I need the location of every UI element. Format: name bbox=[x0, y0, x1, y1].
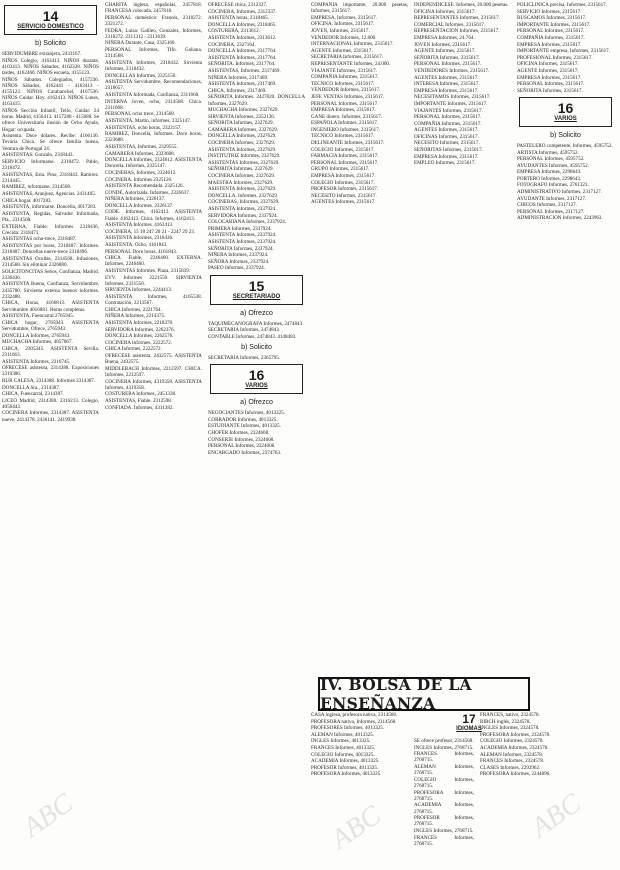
classified-ad: PROFESOR Informes, 2768715. bbox=[414, 815, 474, 828]
classified-ad: ASISTENTA Informes, 2318432. Sirvienta Informes, 2318432. bbox=[105, 59, 202, 72]
classified-ad: OFICINA Informes, 2315617. bbox=[517, 61, 579, 68]
classified-ad: EMPRESA, Informes, 2315617. bbox=[311, 14, 378, 21]
classified-ad: COLEGIO Informes, 2324578. bbox=[480, 738, 544, 745]
classified-ad: INTERESA Informes, 2315617. bbox=[414, 81, 480, 88]
classified-ad: REPRESENTANTES Informes, 2315617. bbox=[414, 15, 500, 22]
classified-ad: CHICA, Fuencarral, 2314387. bbox=[2, 391, 64, 398]
classified-ad: COLEGIO Informes, 2315617. bbox=[311, 146, 375, 153]
classified-ad: ASISTENTA Informes, 2318436. bbox=[105, 235, 174, 242]
classified-ad: FARMACIA Informes, 2315617. bbox=[311, 153, 379, 160]
classified-ad: ASISTENTAS Informes. Plaza, 2315839. bbox=[105, 268, 191, 275]
classified-ad: ASISTENTA Informes, 2327629. bbox=[208, 146, 277, 153]
classified-ad: CASA inglesa, profesora nativa, 2314568. bbox=[311, 712, 398, 718]
classified-ad: COCINERA Informes, 2327629. bbox=[208, 140, 276, 147]
classified-ad: VENDEDOR Informes, 12.000. bbox=[311, 34, 377, 41]
classified-ad: INGLES Informes, 2768715. bbox=[414, 827, 474, 834]
section-number: 15 bbox=[248, 277, 265, 294]
classified-ad: COCINERA, 2327164. bbox=[208, 41, 256, 48]
classified-ad: AGENTES Informes, 2315617. bbox=[414, 127, 479, 134]
classified-ad: ASISTENTA Recomendada. 2325126. bbox=[105, 183, 184, 190]
classified-ad: ASISTENTA Informes, 2317764. bbox=[208, 54, 277, 61]
classified-ad: SE ofrece profesor, 2314568. bbox=[414, 738, 474, 744]
classified-ad: MIDDLEBACH Informes, 2212597. CHICA. Informes, 2212597. bbox=[105, 365, 202, 378]
classified-ad: CONFIADA. Informes, 4311382. bbox=[105, 404, 174, 411]
classified-ad: LICEO Madrid, 2314388. 2316213. Colegio, 4056443. bbox=[2, 397, 99, 410]
classified-ad: RAMIREZ, Doncella, Informes. Doce horas, 2323688. bbox=[105, 131, 202, 144]
classified-ad: FOTOGRAFO Informes, 2761323. bbox=[517, 182, 589, 189]
classified-ad: FRANCES Informes, 2324578. bbox=[480, 758, 545, 765]
classified-ad: ASISTENTAS Ocultas, 2314568. Infusiones, 2314568. Sin eliminar 2326880. bbox=[2, 255, 99, 268]
classified-ad: COCINERAS, Informes, 2324612. bbox=[105, 169, 177, 176]
classified-ad: ASISTENTAS por horas, 2318487. Informes. 2318487. Doncellas nueve-trece 2318496. bbox=[2, 242, 99, 256]
section-label: VARIOS bbox=[245, 383, 268, 390]
classified-ad: ACADEMIA Informes, 2324578. bbox=[480, 744, 549, 751]
classified-ad: CHICA, Horas, 4166813. ASISTENTA Servidumbre 4016881. Horas completas. bbox=[2, 300, 99, 313]
classified-ad: CAMARERA Informes, 2327629. bbox=[208, 126, 278, 133]
classified-ad: OFRECESE asistenta, 2432575. ASISTENTA Buena, 2432575. bbox=[105, 352, 202, 366]
classified-ad: ADMINISTRATIVO Informes, 2317127. bbox=[517, 189, 602, 196]
classified-ad: TECNICO Informes, 2315617. bbox=[311, 133, 375, 140]
section-label: SECRETARIADO bbox=[232, 293, 281, 300]
classified-ad: NIÑERA Informes, 2337924. bbox=[208, 252, 269, 259]
classified-ad: CODE. Informes, 4162413. ASISTENTA Fiable. 4162413. Chica. Informes, 4162413. bbox=[105, 209, 202, 222]
classified-ad: EMPRESA Informes, 2315617. bbox=[517, 41, 582, 48]
section-heading-box bbox=[519, 97, 612, 127]
classified-ad: COMPAÑIA Informes, 2315617. bbox=[311, 74, 379, 81]
classified-ad: RAMIREZ, informarse, 2314568. bbox=[2, 184, 72, 191]
classified-ad: GANE dinero. Informes, 2315617. bbox=[311, 113, 383, 120]
classified-ad: PASEO Informes, 2337924. bbox=[208, 265, 265, 272]
classified-ad: COSTURERA, 2313612. bbox=[208, 28, 260, 35]
classified-ad: EMPLEO Informes, 2315617. bbox=[414, 160, 476, 167]
classified-ad: DONCELLA Informes, 2324612. ASISTENTA Doncella. Informes, 2325147. bbox=[105, 157, 202, 170]
classified-ad: PERSONAL Informes, 2317127. bbox=[517, 208, 585, 215]
watermark: ABC bbox=[325, 799, 387, 856]
classified-ad: FRANCES Informes, 2768715. bbox=[414, 834, 474, 847]
classified-ad: NECESITAMOS Informes, 2315617. bbox=[414, 94, 491, 101]
classified-ad: NIÑERA Informes, 2214375. bbox=[105, 313, 166, 320]
section-number: 16 bbox=[248, 367, 265, 384]
watermark: ABC bbox=[525, 787, 587, 844]
section-number: 16 bbox=[557, 99, 574, 116]
classified-ad: ASISTENTAS, Fiable. 2312598. bbox=[105, 397, 173, 404]
classified-ad: DONCELLA Informes, 2765943. bbox=[2, 332, 71, 339]
classified-ad: AGENTE Informes, 2315617. bbox=[311, 47, 373, 54]
classified-ad: CHARITA inglesa, españolas, 2457818. FRANCESA colocada, 2457818. bbox=[105, 2, 202, 15]
classified-ad: NIÑOS Colegio, 4163413. NIÑOS durante, 4103413. NIÑOS Sabados, 4162328. NIÑOS tardes, 4162460. NIÑOS escuela, 4155123. bbox=[2, 57, 99, 76]
classified-ad: IMPORTANTE Informes, 2315617. bbox=[414, 100, 488, 107]
classified-ad: COLEGIO Informes, 2768715. bbox=[414, 776, 474, 789]
classified-ad: NEGOCIANTES Informes, 4013325. bbox=[208, 410, 285, 417]
classified-ad: CONSERJE Informes, 2324608. bbox=[208, 436, 275, 443]
classified-ad: SECRETARIA Informes, 2315617. bbox=[311, 54, 384, 61]
section-heading-box bbox=[210, 275, 303, 305]
classified-ad: NECESITO Informes, 2315617. bbox=[311, 192, 377, 199]
classified-ad: PERSONAL Informes, 2315617. bbox=[311, 100, 379, 107]
classified-ad: CHICOS Informes, 2317127. bbox=[517, 202, 577, 209]
classified-ad: DONCELLA Informes, 2318465. bbox=[208, 21, 277, 28]
classified-ad: DONCELLAS Informes, 2325150. bbox=[105, 72, 177, 79]
classified-ad: ACADEMIA Informes, 2768715. bbox=[414, 802, 474, 815]
classified-ad: CHOFER Informes, 2324608. bbox=[208, 429, 270, 436]
classified-ad: CHICA, Informes, 2317469. bbox=[208, 87, 267, 94]
classified-ad: JOVEN, Informes, 2315617. bbox=[311, 27, 370, 34]
classified-ad: INGLES Informes, 4013325. bbox=[311, 738, 371, 745]
classified-ad: ASISTENTAS, Esta. Pino, 2318443. Ramirez. 2314445. bbox=[2, 171, 99, 184]
classified-ad: RUR CALESA, 2314388. Informes 2314387. bbox=[2, 377, 96, 384]
classified-ad: NIÑOS Sección Infantil, Tello, Cuidar: 24 horas. Madrid, 4156413. 4157288 - 415688. Se ofrece Universitaria ilusión de Ocho Ayuda, Hogar: ocupada. bbox=[2, 108, 99, 133]
classified-ad: COMPAÑIA Informes, 2315617. bbox=[414, 120, 482, 127]
classified-ad: BIRCH inglés, 2324578. bbox=[480, 718, 531, 725]
section-heading-box bbox=[4, 5, 97, 35]
classified-ad: AGENTES Informes, 2315617. bbox=[414, 74, 479, 81]
classified-ad: SECRETARIA Informes, 2474843. bbox=[208, 327, 281, 334]
classified-ad: EMPRESA Informes, 2315617. bbox=[414, 153, 479, 160]
classified-ad: ASISTENTA Informes, 2337924. bbox=[208, 232, 277, 239]
classified-ad: SEÑORITA Informes. 2427820. DONCELLA Informes, 2327629. bbox=[208, 94, 305, 107]
classified-ad: COMPAÑIA importante, 20.000 pesetas, Informes, 2315617. bbox=[311, 2, 408, 15]
classified-ad: ASISTENTA Buena, Confianza, Servidumbre, 2435780. Sirvienta externa buenos informes. 2332488. bbox=[2, 281, 99, 300]
classified-ad: ALEMAN Informes, 2324578. bbox=[480, 751, 544, 758]
subsection-heading: a) Ofrezco bbox=[240, 399, 273, 407]
classified-ad: IMPORTANTE Informes, 2315617. bbox=[517, 21, 591, 28]
classified-ad: ASISTENTAS, Informes. 2317469. bbox=[208, 67, 281, 74]
classified-ad: PERSONAL Doce horas. 4161843. bbox=[105, 248, 178, 255]
classified-ad: SEÑORITA Informes, 2327629. bbox=[208, 166, 274, 173]
classified-ad: COCINERA Informes, 2327629. bbox=[208, 173, 276, 180]
classified-ad: COCINERA. Informes 2325126. bbox=[105, 176, 173, 183]
classified-ad: OFICINA. Informes, 2315617. bbox=[311, 21, 375, 28]
classified-ad: COLEGIO Informes, 2315617. bbox=[311, 179, 375, 186]
classified-ad: COCINERA, Informes, 2312337. bbox=[208, 8, 277, 15]
classified-ad: NECESITO Informes, 2315617. bbox=[414, 140, 480, 147]
classified-ad: CHICA, 2305345. ASISTENTA Sevilla. 2311663. bbox=[2, 345, 99, 358]
classified-ad: ASISTENTAS ocho-trece, 2318487. bbox=[2, 236, 77, 243]
classified-ad: PERSONAL Informes, 2324608. bbox=[208, 443, 276, 450]
subsection-heading: b) Solicito bbox=[241, 343, 272, 351]
classified-ad: DONCELLA, Informes. 2327629. bbox=[208, 192, 279, 199]
classified-ad: SEÑORITA Informes, 2315617. bbox=[414, 54, 480, 61]
classified-ad: BUSCAMOS Informes, 2315617. bbox=[517, 15, 587, 22]
classified-ad: CHICA hogar. 4017283. bbox=[2, 197, 52, 204]
classified-ad: ASISTENTA, Fuencarral 2765945. bbox=[2, 313, 75, 320]
classified-ad: PERSONAL ocho trece, 2314568. bbox=[105, 111, 176, 118]
classified-ad: EMPRESA Informes, 2315617. bbox=[311, 173, 376, 180]
classified-ad: ASISTENTAS, Aranjuez, Agencias. 2431465. bbox=[2, 190, 96, 197]
classified-ad: ASISTENTAS: Gonzalo, 2318443. bbox=[2, 152, 74, 159]
classified-ad: ASISTENTA Informes. 4162413. bbox=[105, 222, 174, 229]
classified-ad: AYUDANTE Informes, 2317127. bbox=[517, 195, 587, 202]
classified-ad: FEDRA, Luisa: Galileo, Gonzalez, Informes, 2318272. 2311312 - 2313639. bbox=[105, 27, 202, 40]
classified-ad: VENDEDOR Informes, 2315617. bbox=[311, 87, 381, 94]
classified-ad: SEÑORA Informes, 2337924. bbox=[208, 258, 270, 265]
classified-ad: CHICA Fiable, 2246460. EXTERNA. Informes, 2246460. bbox=[105, 255, 202, 268]
classified-ad: INGLES Informes, 2324578. bbox=[480, 725, 540, 732]
classified-ad: EMPRESA Informes, 2298643. bbox=[517, 169, 582, 176]
classified-ad: GRUPO Informes, 2315617. bbox=[311, 166, 370, 173]
classified-ad: SERVIDORA Informes, 2337924. bbox=[208, 212, 278, 219]
classified-ad: PERSONAL Informes, Tlfo. Galiana. 2314568. bbox=[105, 46, 202, 60]
section-label: VARIOS bbox=[554, 115, 577, 122]
classified-ad: SIRVIENTA Informes, 2244413. bbox=[105, 287, 173, 294]
classified-ad: OFRECESE chica, 2312337. bbox=[208, 2, 268, 8]
classified-ad: SERVICIO Informarse. 2318472. Pablo, 2318472. bbox=[2, 158, 99, 171]
classified-ad: MUCHACHA Informes. 2327629. bbox=[208, 107, 279, 114]
classified-ad: PROFESORA Informes, 4013325. bbox=[311, 771, 382, 778]
section-number: 14 bbox=[42, 8, 59, 24]
classified-ad: ARTISTA Informes, 4595752. bbox=[517, 149, 579, 156]
classified-ad: SEÑORITAS Informes, 2315617. bbox=[414, 147, 483, 154]
classified-ad: PROFESOR Informes, 4013325. bbox=[311, 764, 379, 771]
classified-ad: DONCELLA Sra., 2314387. bbox=[2, 384, 61, 391]
classified-ad: ASISTENTA Informes, 2218378. bbox=[105, 320, 174, 327]
classified-ad: PERSONAL Informes, 4595752. bbox=[517, 156, 585, 163]
classified-ad: PROFESORA Informes, 2324578. bbox=[480, 731, 551, 738]
classified-ad: NIÑERA Informes, 2326137. bbox=[105, 196, 166, 203]
classified-ad: ASISTENTA Servidumbre, Recomendaciones, 2318657. bbox=[105, 79, 202, 92]
classified-ad: PROFESORA nativa, Informes, 2314568. bbox=[311, 718, 397, 725]
classified-ad: INDEPENDICESE. Informes, 20.000 pesetas. bbox=[414, 2, 509, 8]
classified-ad: ASISTENTA Informes, 2313612. bbox=[208, 34, 277, 41]
classified-ad: EVV. Informes 2221550. SIRVIENTA Informes, 2331550. bbox=[105, 274, 202, 287]
classified-ad: ASISTENTA Informes, 2337924. bbox=[208, 206, 277, 213]
classified-ad: ENCARGADO Informes, 2374763. bbox=[208, 449, 282, 456]
classified-ad: REPRESENTANTE Informes, 24.000. bbox=[311, 60, 391, 67]
classified-ad: PROFESOR Informes, 2315617. bbox=[311, 186, 379, 193]
classified-ad: TAQUIMECANOGRAFA Informes, 2474843. bbox=[208, 320, 304, 327]
classified-ad: DONCELLA Informes, 2327629. bbox=[208, 133, 277, 140]
idiomas-number: 17 bbox=[462, 712, 476, 726]
classified-ad: SEÑORITA Informes, 2315617. bbox=[517, 87, 583, 94]
classified-ad: INGENIERO Informes, 2315617. bbox=[311, 126, 381, 133]
classified-ad: ADMINISTRACION Informes, 2243963. bbox=[517, 215, 603, 222]
ad-column bbox=[105, 2, 202, 864]
classified-ad: REPRESENTACION Informes, 2315617. bbox=[414, 28, 500, 35]
classified-ad: EMPRESA Informes, 24.764. bbox=[414, 34, 475, 41]
classified-ad: DONCELLA Informes. 2326137. bbox=[105, 202, 174, 209]
classified-ad: PERSONAL Informes, 2315617. bbox=[517, 81, 585, 88]
classified-ad: PERSONAL Informes, 2315617. bbox=[311, 159, 379, 166]
classified-ad: PERSONAL doméstico: Francés, 2318272. 2321272. bbox=[105, 14, 202, 27]
idiomas-column bbox=[414, 738, 474, 862]
classified-ad: SOLICITONCITAS Sebos, Confianza, Madrid, 2336436. bbox=[2, 268, 99, 281]
classified-ad: ASISTENTA, informarse. Doncella, 4017283. bbox=[2, 204, 97, 211]
classified-ad: INSTITUTRIZ Informes, 2327629. bbox=[208, 153, 281, 160]
classified-ad: AGENTES Informes, 2315617. bbox=[311, 199, 376, 206]
classified-ad: NIÑERA Informes, 2317469. bbox=[208, 74, 269, 81]
classified-ad: INTERNACIONAL Informes, 2315617. bbox=[311, 41, 394, 48]
classified-ad: TECNICO Informes, 2315617. bbox=[311, 80, 375, 87]
classified-ad: COCINERA Informes. 2222572. bbox=[105, 339, 173, 346]
classified-ad: ASISTENTA Informada, Confianza, 2311668. bbox=[105, 91, 200, 98]
classified-ad: INTERNA Joven, ocho, 2314568. Chica. 2311668. bbox=[105, 98, 202, 111]
classified-ad: Asistenta. Doce dólares. Recibe: 4166136. Tovaria Chica. Se ofrece familia buena, Ventura de Portugal 24. bbox=[2, 133, 99, 152]
classified-ad: JOVEN Informes, 2315617. bbox=[414, 41, 472, 48]
classified-ad: CHICA hogar, 2765943. ASISTENTA Servidumbre, Ofrece, 2765943. bbox=[2, 319, 99, 332]
classified-ad: ESPAÑOLA Informes, 2315617. bbox=[311, 120, 379, 127]
classified-ad: OFICINA Informes, 2315617. bbox=[414, 8, 476, 15]
classified-ad: SEÑORITA. Informes, 2317764. bbox=[208, 61, 276, 68]
section-banner: IV. BOLSA DE LA ENSEÑANZA bbox=[318, 677, 530, 711]
ad-column bbox=[208, 2, 305, 862]
subsection-heading: b) Solicito bbox=[35, 40, 66, 47]
classified-ad: DELINEANTE Informes, 2315617. bbox=[311, 140, 385, 147]
classified-ad: OFICINAS Informes, 2315617. bbox=[414, 133, 479, 140]
classified-ad: COCINERA Informes, 2314387. ASISTENTA nueve, 2414378. 2436141. 2419938. bbox=[2, 410, 99, 423]
classified-ad: MAESTRA Informes, 2327629. bbox=[208, 179, 274, 186]
classified-ad: COCINERAS, Informes, 2327629. bbox=[208, 199, 280, 206]
classified-ad: PASTELERO competente, Informes, 4595752. bbox=[517, 142, 613, 149]
classified-ad: COMERCIAL Informes, 2315617. bbox=[414, 21, 486, 28]
classified-ad: COSTURERA Informes, 2451338. bbox=[105, 391, 177, 398]
section-label: SERVICIO DOMESTICO bbox=[17, 24, 84, 30]
subsection-heading: a) Ofrezco bbox=[240, 309, 273, 317]
classified-ad: FRANCES Informes, 2768715. bbox=[414, 751, 474, 764]
ad-column bbox=[2, 2, 99, 864]
classified-ad: VIAJANTE Informes, 2315617. bbox=[311, 67, 377, 74]
classified-ad: ACADEMIA Informes, 4013325. bbox=[311, 758, 380, 765]
classified-ad: ASISTENTAS, Informes, 2329555. bbox=[105, 143, 178, 150]
classified-ad: VIAJANTES Informes, 2315617. bbox=[414, 107, 483, 114]
classified-ad: IMPORTANTE empresa, Informes, 2315617. bbox=[517, 48, 610, 55]
classified-ad: CONTABLE Informes, 2474843. 4148483. bbox=[208, 333, 297, 340]
classified-ad: FRANCES, nativo, 2324578. bbox=[480, 712, 540, 718]
classified-ad: SECRETARIA Informes, 2365795. bbox=[208, 354, 281, 361]
classified-ad: COLOCARIANA Informes, 2337924. bbox=[208, 219, 287, 226]
classified-ad: PROFESORA Informes, 2244896. bbox=[480, 771, 551, 778]
classified-ad: CHICA Informes, 2222572. bbox=[105, 346, 162, 353]
classified-ad: DONCELLA Informes, 2317764. bbox=[208, 48, 277, 55]
classified-ad: ASISTENTA Informes, 2317469. bbox=[208, 81, 277, 88]
classified-ad: AGENTE Informes, 2315617. bbox=[517, 67, 579, 74]
subsection-heading: b) Solicito bbox=[550, 131, 581, 139]
classified-ad: MUCHACHA Informes, 4057867. bbox=[2, 339, 73, 346]
classified-ad: SEÑORITA Informes, 2327629. bbox=[208, 120, 274, 127]
classified-ad: ASISTENTAS, ocho horas, 2322157. bbox=[105, 124, 182, 131]
classified-ad: CAMARERA Informes, 2323688. bbox=[105, 150, 175, 157]
classified-ad: CONDE, Autorizada. Informes, 2326637. bbox=[105, 189, 191, 196]
classified-ad: PROFESORA Informes, 2768715. bbox=[414, 789, 474, 802]
classified-ad: COCINERA, 15 18 247 20 21 - 2247 29 23. bbox=[105, 228, 196, 235]
classified-ad: COMPAÑIA Informes, 2315617. bbox=[517, 34, 585, 41]
classified-ad: ASISTENTA, Regidas, Salvador Informada, Pta., 2314568. bbox=[2, 210, 99, 223]
classified-ad: ASISTENTA. Ocho, 4161843. bbox=[105, 242, 168, 249]
classified-ad: EMPRESA Informes, 2315617. bbox=[517, 74, 582, 81]
classified-ad: CLASES Informes, 2292962. bbox=[480, 764, 541, 771]
classified-ad: SERVICIO Informes, 2315617. bbox=[517, 8, 582, 15]
classified-ad: PERSONAL Informes, 2315617. bbox=[414, 61, 482, 68]
classified-ad: ASISTENTA horas, 2318465. bbox=[208, 15, 269, 22]
classified-ad: ASISTENTA Informes, 2337924. bbox=[208, 238, 277, 245]
classified-ad: EXTERNA, Fiable: Informes 2318436, Crecida: 2318471. bbox=[2, 223, 99, 236]
classified-ad: NIÑOS Sábados. Colegiados, 4157236. NIÑOS Sábados, 4162441 - 4163413 - 4155123. NIÑOS Carabanchel, 4167536. NIÑOS Cuidar. Hoy. 4162413. NIÑOS Lunes, 4163415. bbox=[2, 76, 99, 108]
classified-ad: PERSONAL Informes, 2315617. bbox=[517, 28, 585, 35]
classified-ad: ASISTENTA Informes, 2316745. bbox=[2, 358, 71, 365]
classified-ad: PORTERO Informes, 2298643. bbox=[517, 175, 582, 182]
classified-ad: COCINERA Informes, 4319358. ASISTENTA Informes, 4319358. bbox=[105, 378, 202, 391]
idiomas-label: IDIOMAS bbox=[456, 726, 482, 732]
classified-ad: SEÑORITA Informes, 2337924. bbox=[208, 245, 274, 252]
classified-ad: PRIMERA Informes, 2337924. bbox=[208, 225, 272, 232]
classified-ad: NIÑERA Durante, Casa, 2325160. bbox=[105, 40, 176, 47]
classified-ad: CHICA Informes, 2221764. bbox=[105, 306, 162, 313]
classified-ad: AYUDANTES Informes, 4595752. bbox=[517, 162, 589, 169]
classified-ad: POLICLINICA precisa, Informes, 2315617. bbox=[517, 2, 607, 8]
classified-ad: ALEMAN Informes, 4013325. bbox=[311, 731, 375, 738]
classified-ad: ASISTENTA. Martin, informes, 2325147. bbox=[105, 117, 192, 124]
classified-ad: INGLES Informes, 2768715. bbox=[414, 744, 474, 751]
classified-ad: JEFE VENTAS Informes, 2315617. bbox=[311, 93, 385, 100]
classified-ad: ESTUDIANTE Informes, 4013325. bbox=[208, 423, 281, 430]
section-heading-box bbox=[210, 364, 303, 394]
classified-ad: FRANCES Informes, 4013325. bbox=[311, 744, 376, 751]
classified-ad: ALEMAN Informes, 2768715. bbox=[414, 763, 474, 777]
classified-ad: PROFESIONAL Informes, 2315617. bbox=[517, 54, 593, 61]
classified-ad: VENDEDORES Informes, 2315617. bbox=[414, 67, 490, 74]
classified-ad: SERVIDORA Informes, 2262376. bbox=[105, 326, 175, 333]
classified-ad: AGENTE Informes, 2315617. bbox=[414, 48, 476, 55]
classified-ad: EMPRESA Informes, 2315617. bbox=[311, 107, 376, 114]
classified-ad: COBRADOR Informes, 4013325. bbox=[208, 416, 278, 423]
classified-ad: ASISTENTAS Informes, 2327629. bbox=[208, 159, 280, 166]
classified-ad: DONCELLA Informes, 2262576. bbox=[105, 333, 174, 340]
classified-ad: PROFESORES Informes, 4013325. bbox=[311, 725, 385, 732]
ad-column bbox=[414, 2, 511, 670]
classified-ad: EMPRESA Informes, 2315617. bbox=[414, 87, 479, 94]
classified-ad: COLEGIO Informes, 4013325. bbox=[311, 751, 375, 758]
classified-ad: PERSONAL Informes, 2315617. bbox=[414, 114, 482, 121]
ad-column bbox=[311, 2, 408, 670]
classified-ad: ASISTENTA Informes, 2327629. bbox=[208, 186, 277, 193]
classified-ad: SERVIDUMBRE extranjera, 2433167. bbox=[2, 51, 82, 57]
classified-ad: ASISTENTA Informes, 4165538. Contratación, 2213567. bbox=[105, 294, 202, 307]
classified-ad: OFRECESE asistenta, 2314388. Exposiciones 2319386. bbox=[2, 365, 99, 378]
classified-ad: SIRVIENTA Informes, 2352136. bbox=[208, 113, 276, 120]
watermark: ABC bbox=[17, 787, 79, 844]
